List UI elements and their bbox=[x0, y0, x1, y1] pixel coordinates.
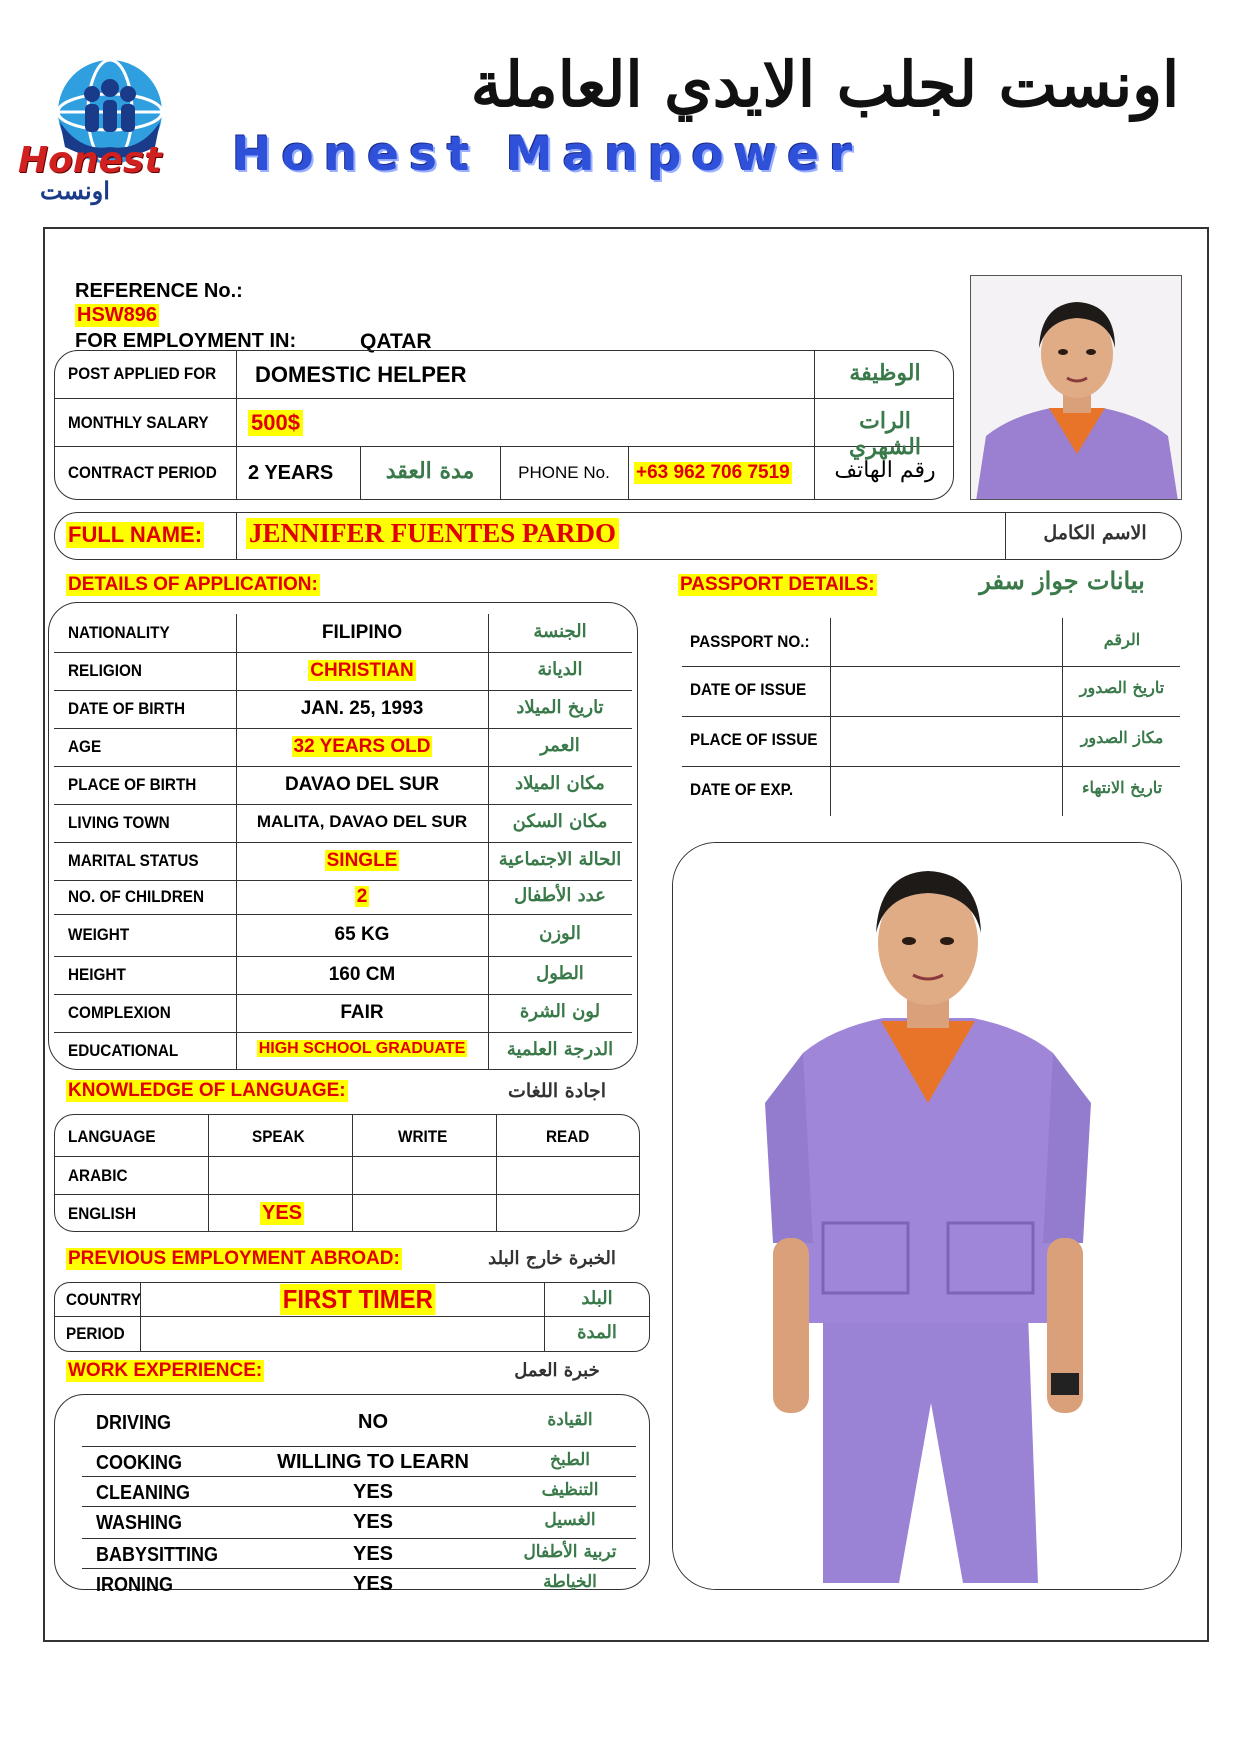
work-row-label: CLEANING bbox=[96, 1482, 191, 1504]
work-row-arabic: تربية الأطفال bbox=[523, 1542, 617, 1562]
passport-row-label: DATE OF EXP. bbox=[690, 780, 794, 799]
details-row-arabic: الطول bbox=[536, 963, 584, 984]
details-row-value: MALITA, DAVAO DEL SUR bbox=[256, 812, 468, 831]
details-row-arabic: مكان السكن bbox=[512, 811, 608, 832]
details-row-label: WEIGHT bbox=[68, 925, 130, 944]
country-value: FIRST TIMER bbox=[280, 1284, 436, 1315]
details-row-divider bbox=[54, 842, 632, 843]
details-row-label: MARITAL STATUS bbox=[68, 851, 199, 870]
details-row-arabic: الوزن bbox=[539, 923, 581, 944]
details-row-value: DAVAO DEL SUR bbox=[284, 774, 440, 795]
details-row-divider bbox=[54, 690, 632, 691]
passport-row-arabic: تاريخ الصدور bbox=[1079, 678, 1165, 697]
work-row-value: YES bbox=[352, 1511, 394, 1533]
company-name-english: Honest Manpower bbox=[232, 127, 863, 182]
details-row-arabic: عدد الأطفال bbox=[514, 885, 606, 906]
work-row-label: WASHING bbox=[96, 1512, 183, 1534]
passport-row-label: DATE OF ISSUE bbox=[690, 680, 807, 699]
company-logo bbox=[10, 52, 200, 205]
details-row-value: JAN. 25, 1993 bbox=[300, 698, 424, 719]
previous-title-arabic: الخبرة خارج البلد bbox=[488, 1248, 616, 1269]
work-row-label: IRONING bbox=[96, 1574, 174, 1596]
details-row-label: HEIGHT bbox=[68, 965, 126, 984]
details-row-arabic: لون الشرة bbox=[519, 1001, 601, 1022]
details-row-divider bbox=[54, 804, 632, 805]
work-row-arabic: الغسيل bbox=[544, 1510, 596, 1530]
english-speak-value: YES bbox=[262, 1202, 303, 1224]
details-row-label: PLACE OF BIRTH bbox=[68, 775, 197, 794]
logo-text-en: Honest bbox=[18, 140, 162, 181]
details-row-arabic: الحالة الاجتماعية bbox=[498, 849, 622, 870]
details-row-divider bbox=[54, 956, 632, 957]
details-row-divider bbox=[54, 994, 632, 995]
details-row-label: LIVING TOWN bbox=[68, 813, 170, 832]
work-row-divider bbox=[82, 1476, 636, 1477]
details-row-arabic: تاريخ الميلاد bbox=[516, 697, 604, 718]
details-row-arabic: الجنسة bbox=[533, 621, 587, 642]
language-row-english: ENGLISH bbox=[68, 1204, 137, 1223]
details-row-label: DATE OF BIRTH bbox=[68, 699, 186, 718]
work-row-label: DRIVING bbox=[96, 1412, 172, 1434]
passport-row-arabic: تاريخ الانتهاء bbox=[1081, 778, 1163, 797]
details-row-value: FAIR bbox=[340, 1002, 384, 1023]
country-arabic: البلد bbox=[581, 1288, 613, 1309]
details-row-value: 65 KG bbox=[334, 924, 390, 945]
post-value: DOMESTIC HELPER bbox=[255, 362, 467, 387]
post-label: POST APPLIED FOR bbox=[68, 364, 217, 383]
passport-title: PASSPORT DETAILS: bbox=[680, 574, 875, 595]
language-title-arabic: اجادة اللغات bbox=[507, 1080, 607, 1102]
work-row-value: WILLING TO LEARN bbox=[277, 1451, 469, 1473]
full-name-arabic: الاسم الكامل bbox=[1043, 522, 1147, 544]
work-row-divider bbox=[82, 1568, 636, 1569]
details-row-label: RELIGION bbox=[68, 661, 142, 680]
passport-row-arabic: الرقم bbox=[1103, 630, 1141, 649]
language-title: KNOWLEDGE OF LANGUAGE: bbox=[68, 1080, 346, 1101]
details-row-value bbox=[238, 736, 486, 758]
salary-arabic: الرات الشهري bbox=[849, 408, 921, 460]
details-row-arabic: الدرجة العلمية bbox=[506, 1039, 614, 1060]
country-label: COUNTRY bbox=[66, 1290, 142, 1309]
language-header-write: WRITE bbox=[398, 1127, 448, 1146]
details-row-label: COMPLEXION bbox=[68, 1003, 171, 1022]
passport-row-divider bbox=[682, 766, 1180, 767]
work-row-arabic: التنظيف bbox=[541, 1480, 599, 1500]
work-row-value: YES bbox=[352, 1543, 394, 1565]
full-name-value: JENNIFER FUENTES PARDO bbox=[246, 518, 619, 549]
period-label: PERIOD bbox=[66, 1324, 125, 1343]
full-body-photo bbox=[673, 843, 1182, 1590]
details-row-label: NO. OF CHILDREN bbox=[68, 887, 204, 906]
details-row-divider bbox=[54, 1032, 632, 1033]
passport-row-label: PLACE OF ISSUE bbox=[690, 730, 818, 749]
details-row-divider bbox=[54, 880, 632, 881]
logo-text-ar: اونست bbox=[40, 176, 110, 205]
details-row-value-highlight: HIGH SCHOOL GRADUATE bbox=[258, 1040, 466, 1057]
details-row-value bbox=[238, 850, 486, 872]
full-body-photo-frame bbox=[672, 842, 1182, 1590]
details-row-divider bbox=[54, 914, 632, 915]
details-row-value-highlight: 32 YEARS OLD bbox=[293, 736, 431, 757]
phone-label: PHONE No. bbox=[518, 463, 610, 482]
details-row-arabic: الديانة bbox=[537, 659, 583, 680]
language-row-arabic: ARABIC bbox=[68, 1166, 128, 1185]
language-header-read: READ bbox=[546, 1127, 590, 1146]
phone-arabic: رقم الهاتف bbox=[834, 458, 936, 483]
details-row-value-highlight: SINGLE bbox=[326, 850, 398, 871]
employment-value: QATAR bbox=[360, 330, 432, 353]
details-row-divider bbox=[54, 728, 632, 729]
details-row-label: NATIONALITY bbox=[68, 623, 170, 642]
employment-label: FOR EMPLOYMENT IN: bbox=[75, 330, 297, 352]
details-row-value bbox=[238, 886, 486, 908]
details-row-value-highlight: 2 bbox=[356, 886, 368, 907]
language-header-language: LANGUAGE bbox=[68, 1127, 156, 1146]
passport-row-divider bbox=[682, 716, 1180, 717]
work-row-divider bbox=[82, 1446, 636, 1447]
details-row-value: FILIPINO bbox=[321, 622, 403, 643]
salary-value: 500$ bbox=[248, 410, 303, 436]
work-row-label: BABYSITTING bbox=[96, 1544, 219, 1566]
language-header-speak: SPEAK bbox=[252, 1127, 305, 1146]
contract-value: 2 YEARS bbox=[248, 462, 334, 484]
details-row-label: AGE bbox=[68, 737, 102, 756]
reference-label: REFERENCE No.: bbox=[75, 280, 243, 302]
period-arabic: المدة bbox=[577, 1322, 617, 1343]
contract-label: CONTRACT PERIOD bbox=[68, 463, 217, 482]
details-title: DETAILS OF APPLICATION: bbox=[68, 574, 318, 595]
work-row-arabic: القيادة bbox=[547, 1410, 593, 1430]
reference-value: HSW896 bbox=[77, 304, 158, 326]
details-row-value-highlight: CHRISTIAN bbox=[310, 660, 414, 681]
full-name-label: FULL NAME: bbox=[68, 522, 203, 547]
details-row-arabic: مكان الميلاد bbox=[515, 773, 605, 794]
details-row-arabic: العمر bbox=[540, 735, 580, 756]
work-row-value: YES bbox=[352, 1573, 394, 1595]
previous-title: PREVIOUS EMPLOYMENT ABROAD: bbox=[68, 1248, 400, 1269]
work-row-divider bbox=[82, 1538, 636, 1539]
portrait-illustration bbox=[971, 276, 1182, 500]
phone-value: +63 962 706 7519 bbox=[636, 462, 790, 483]
details-row-value bbox=[238, 1040, 486, 1058]
salary-label: MONTHLY SALARY bbox=[68, 413, 209, 432]
post-arabic: الوظيفة bbox=[849, 360, 921, 386]
work-row-divider bbox=[82, 1506, 636, 1507]
details-row-divider bbox=[54, 652, 632, 653]
company-name-arabic: اونست لجلب الايدي العاملة bbox=[470, 48, 1180, 121]
details-row-value: 160 CM bbox=[328, 964, 396, 985]
passport-row-label: PASSPORT NO.: bbox=[690, 632, 810, 651]
details-row-divider bbox=[54, 766, 632, 767]
details-row-label: EDUCATIONAL bbox=[68, 1041, 179, 1060]
work-title-arabic: خبرة العمل bbox=[514, 1360, 600, 1381]
passport-row-divider bbox=[682, 666, 1180, 667]
work-row-value: YES bbox=[352, 1481, 394, 1503]
work-row-arabic: الطبخ bbox=[550, 1450, 590, 1470]
passport-title-arabic: بيانات جواز سفر bbox=[979, 566, 1145, 595]
applicant-portrait-photo bbox=[970, 275, 1182, 500]
work-row-arabic: الخياطة bbox=[543, 1572, 597, 1592]
contract-arabic: مدة العقد bbox=[385, 458, 475, 484]
passport-row-arabic: مكاز الصدور bbox=[1080, 728, 1164, 747]
work-title: WORK EXPERIENCE: bbox=[68, 1360, 263, 1381]
work-row-label: COOKING bbox=[96, 1452, 183, 1474]
details-row-value bbox=[238, 660, 486, 682]
work-row-value: NO bbox=[358, 1411, 388, 1433]
